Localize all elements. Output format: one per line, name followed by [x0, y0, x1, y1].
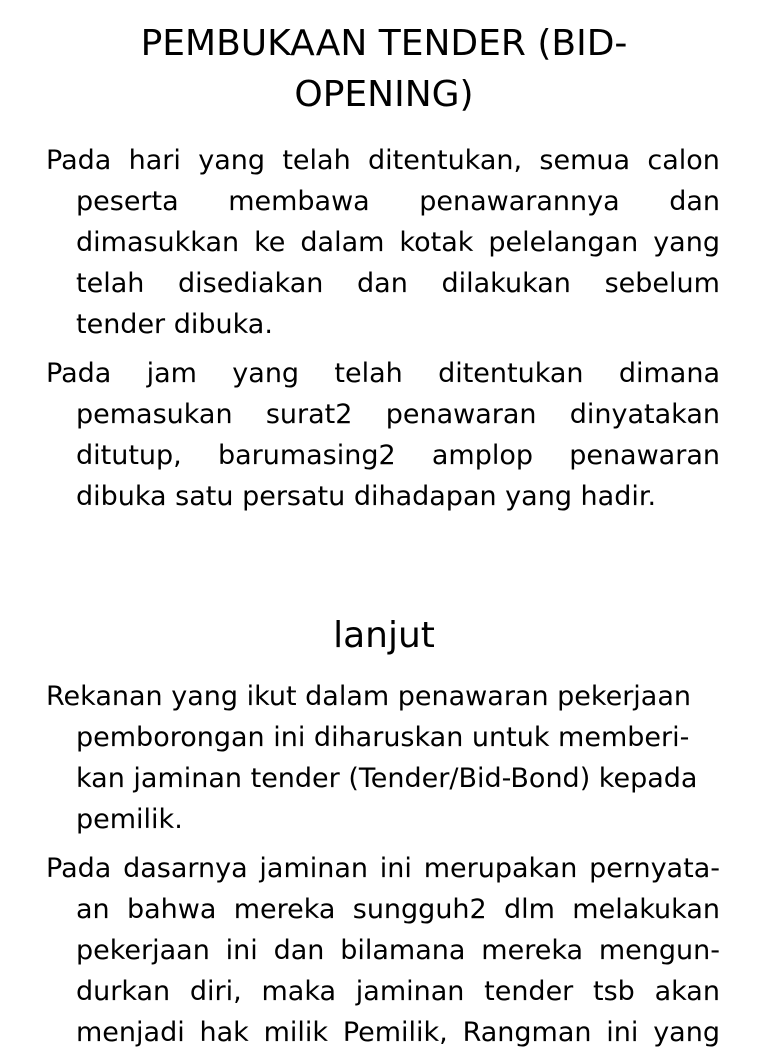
line-word: pemasukan [76, 399, 233, 430]
line-word: ini [225, 935, 258, 966]
line-word: milik [263, 1017, 329, 1048]
line-word: calon [647, 145, 720, 176]
line-word: menjadi [76, 1017, 185, 1048]
line-word: dlm [504, 894, 555, 925]
paragraph-line [46, 676, 720, 717]
line-word: semua [539, 145, 631, 176]
paragraph-line [76, 435, 720, 476]
line-word: sebelum [604, 268, 720, 299]
line-word: penawarannya [419, 186, 620, 217]
line-word: diri, [189, 976, 242, 1007]
line-word: telah [76, 268, 145, 299]
line-word: tender [484, 976, 574, 1007]
line-word: dan [357, 268, 408, 299]
line-word: akan [654, 976, 720, 1007]
line-word: an [76, 894, 110, 925]
line-word: dimasukkan [76, 227, 240, 258]
line-text: Rekanan yang ikut dalam penawaran pekerjaan [46, 681, 691, 712]
line-word: telah [334, 358, 403, 389]
line-text: pemborongan ini diharuskan untuk memberi- [76, 722, 690, 753]
line-word: melakukan [572, 894, 720, 925]
line-word: dan [669, 186, 720, 217]
slide-2 [0, 600, 768, 1048]
line-word: pelelangan [488, 227, 639, 258]
paragraph-line [76, 889, 720, 930]
paragraph-line [76, 394, 720, 435]
line-word: dinyatakan [569, 399, 720, 430]
paragraph-line [76, 181, 720, 222]
line-word: dan [273, 935, 325, 966]
line-word: surat2 [265, 399, 353, 430]
line-word: ini [379, 853, 412, 884]
line-word: Pada [46, 358, 112, 389]
line-word: yang [653, 1017, 720, 1048]
line-word: jaminan [355, 976, 465, 1007]
line-word: membawa [228, 186, 370, 217]
line-word: jaminan [259, 853, 369, 884]
line-word: jam [146, 358, 197, 389]
paragraph-line [46, 140, 720, 181]
slide-1 [0, 0, 768, 520]
line-text: tender dibuka. [76, 309, 273, 340]
line-word: penawaran [569, 440, 720, 471]
line-word: durkan [76, 976, 171, 1007]
line-word: amplop [431, 440, 534, 471]
paragraph-line [76, 930, 720, 971]
line-word: hak [199, 1017, 249, 1048]
line-word: dilakukan [441, 268, 571, 299]
line-text: dibuka satu persatu dihadapan yang hadir. [76, 481, 657, 512]
line-word: peserta [76, 186, 179, 217]
line-word: ditentukan [438, 358, 584, 389]
line-word: bahwa [126, 894, 217, 925]
line-word: barumasing2 [217, 440, 396, 471]
line-word: ditutup, [76, 440, 182, 471]
line-word: bilamana [340, 935, 466, 966]
paragraph-line [46, 848, 720, 889]
line-text: kan jaminan tender (Tender/Bid-Bond) kepada [76, 763, 698, 794]
line-word: Pada [46, 145, 112, 176]
slide-1-title-line-2: OPENING) [294, 74, 474, 115]
line-word: merupakan [423, 853, 578, 884]
line-word: dasarnya [123, 853, 248, 884]
line-word: dalam [300, 227, 385, 258]
paragraph-line [76, 717, 720, 758]
line-word: mengun- [598, 935, 720, 966]
line-word: yang [232, 358, 300, 389]
line-word: pekerjaan [76, 935, 210, 966]
line-word: Pada [46, 853, 112, 884]
slide-1-title [0, 18, 768, 120]
line-word: mereka [233, 894, 336, 925]
line-word: dimana [618, 358, 720, 389]
line-word: pernyata- [589, 853, 720, 884]
line-word: ke [254, 227, 286, 258]
line-word: sungguh2 [352, 894, 487, 925]
line-word: yang [198, 145, 266, 176]
line-word: hari [128, 145, 181, 176]
paragraph-line [76, 476, 720, 517]
line-word: telah [282, 145, 351, 176]
paragraph-line [76, 263, 720, 304]
line-word: ditentukan, [368, 145, 523, 176]
line-word: maka [261, 976, 337, 1007]
line-word: kotak [399, 227, 474, 258]
paragraph-line [76, 222, 720, 263]
line-word: ini [606, 1017, 639, 1048]
line-text: pemilik. [76, 804, 183, 835]
paragraph-line [46, 353, 720, 394]
line-word: Pemilik, [342, 1017, 448, 1048]
slide-2-title: lanjut [333, 615, 435, 656]
paragraph-line [76, 304, 720, 345]
line-word: mereka [481, 935, 584, 966]
paragraph-line [76, 799, 720, 840]
line-word: Rangman [462, 1017, 592, 1048]
line-word: disediakan [178, 268, 324, 299]
line-word: tsb [593, 976, 635, 1007]
line-word: yang [653, 227, 720, 258]
slide-1-title-line-1: PEMBUKAAN TENDER (BID- [140, 23, 628, 64]
line-word: penawaran [385, 399, 537, 430]
paragraph-line [76, 971, 720, 1012]
paragraph-line [76, 1012, 720, 1053]
paragraph-line [76, 758, 720, 799]
